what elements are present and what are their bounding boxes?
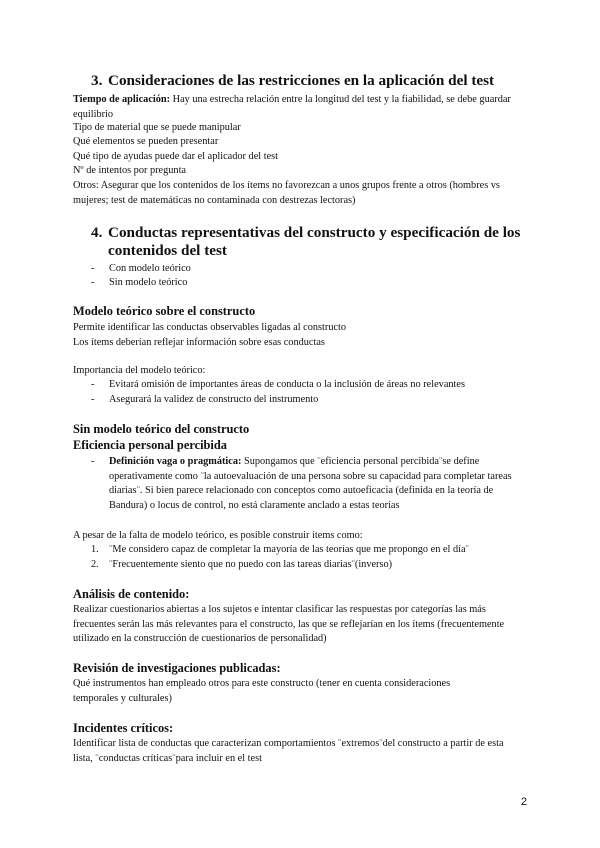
section-4-number: 4. bbox=[91, 224, 103, 241]
modelo-line-1: Permite identificar las conductas observables ligadas al constructo bbox=[73, 322, 347, 333]
definicion-label: Definición vaga o pragmática: bbox=[109, 456, 242, 467]
restriction-line-4: Nº de intentos por pregunta bbox=[73, 165, 186, 176]
section-3-heading bbox=[91, 72, 494, 90]
modelo-teorico-heading: Modelo teórico sobre el constructo bbox=[73, 304, 256, 318]
incidentes-paragraph: Identificar lista de conductas que caracterizan comportamientos ¨extremos¨del constructo a partir de esta lista, ¨conductas críticas¨para incluir en el test bbox=[73, 738, 504, 764]
analisis-heading: Análisis de contenido: bbox=[73, 587, 190, 601]
incidentes-heading: Incidentes críticos: bbox=[73, 721, 174, 735]
tiempo-aplicacion-text: Hay una estrecha relación entre la longitud del test y la fiabilidad, se debe guardar equilibrio bbox=[73, 94, 511, 120]
eficiencia-subheading: Eficiencia personal percibida bbox=[73, 438, 227, 452]
sin-modelo-heading: Sin modelo teórico del constructo bbox=[73, 422, 250, 436]
document-page: 3. Consideraciones de las restricciones en la aplicación del test Tiempo de aplicación: Hay una estrecha relación entre la longitud del test y la fiabilidad, se debe guardar equilibrio Tipo de material que se puede manipular Qué elementos se pueden presentar Qué tipo de ayudas puede dar el aplicador del test Nº de intentos por pregunta Otros: Asegurar que los contenidos de los ítems no favorezcan a unos grupos frente a otros (hombres vs mujeres; test de matemáticas no contaminada con destrezas lectoras) 4. Conductas representativas del constructo y especificación de los contenidos del test - Con modelo teórico - Sin modelo teórico Modelo teórico sobre el constructo Permite identificar las conductas observables ligadas al constructo Los ítems deberían reflejar información sobre esas conductas Importancia del modelo teórico: - Evitará omisión de importantes áreas de conducta o la inclusión de áreas no relevantes - Asegurará la validez de constructo del instrumento Sin modelo teórico del constructo Eficiencia personal percibida - Definición vaga o pragmática: Supongamos que ¨eficiencia personal percibida¨se define operativamente como ¨la autoevaluación de una persona sobre su capacidad para completar tareas diarias¨. Si bien parece relacionado con conceptos como autoeficacia (definida en la teoría de Bandura) o locus de control, no está claramente anclado a estas teorías A pesar de la falta de modelo teórico, es posible construir ítems como: 1. ¨Me considero capaz de completar la mayoría de las teorías que me propongo en el día¨ 2. ¨Frecuentemente siento que no puedo con las tareas diarias¨(inverso) Análisis de contenido: Realizar cuestionarios abiertas a los sujetos e intentar clasificar las respuestas por categorías las más frecuentes serán las más relevantes para el constructo, las que se reflejarían en los ítems (frecuentemente utilizado en la construcción de cuestionarios de personalidad) Revisión de investigaciones publicadas: Qué instrumentos han empleado otros para este constructo (tener en cuenta consideraciones temporales y culturales) Incidentes críticos: Identificar lista de conductas que caracterizan comportamientos ¨extremos¨del constructo a partir de esta lista, ¨conductas críticas¨para incluir en el test 2 bbox=[73, 72, 527, 808]
importancia-label: Importancia del modelo teórico: bbox=[73, 365, 206, 376]
section-4-title-line-1: Conductas representativas del constructo y especificación de los bbox=[108, 224, 521, 241]
otros-paragraph: Otros: Asegurar que los contenidos de los ítems no favorezcan a unos grupos frente a otros (hombres vs mujeres; test de matemáticas no contaminada con destrezas lectoras) bbox=[73, 180, 500, 206]
section-4-title-line-2: contenidos del test bbox=[108, 242, 227, 259]
definicion-text: Supongamos que ¨eficiencia personal percibida¨se define operativamente como ¨la autoevaluación de una persona sobre su capacidad para completar tareas diarias¨. Si bien parece relacionado con conceptos como autoeficacia (definida en la teoría de Bandura) o locus de control, no está claramente anclado a estas teorías bbox=[109, 456, 512, 511]
apesar-line: A pesar de la falta de modelo teórico, es posible construir ítems como: bbox=[73, 530, 363, 541]
restriction-line-1: Tipo de material que se puede manipular bbox=[73, 122, 241, 133]
revision-heading: Revisión de investigaciones publicadas: bbox=[73, 661, 281, 675]
modelo-line-2: Los ítems deberían reflejar información sobre esas conductas bbox=[73, 337, 325, 348]
tiempo-aplicacion-paragraph bbox=[73, 93, 523, 122]
definicion-paragraph bbox=[109, 455, 527, 513]
section-3-title: Consideraciones de las restricciones en la aplicación del test bbox=[108, 72, 495, 89]
analisis-paragraph: Realizar cuestionarios abiertas a los sujetos e intentar clasificar las respuestas por categorías las más frecuentes serán las más relevantes para el constructo, las que se reflejarían en los ítems (frecuentemente utilizado en la construcción de cuestionarios de personalidad) bbox=[73, 604, 505, 644]
revision-paragraph: Qué instrumentos han empleado otros para este constructo (tener en cuenta consideraciones temporales y culturales) bbox=[73, 678, 451, 704]
section-3-number: 3. bbox=[91, 72, 103, 89]
tiempo-aplicacion-label: Tiempo de aplicación: bbox=[73, 94, 171, 105]
page-number: 2 bbox=[520, 796, 527, 808]
restriction-line-3: Qué tipo de ayudas puede dar el aplicador del test bbox=[73, 151, 279, 162]
restriction-line-2: Qué elementos se pueden presentar bbox=[73, 136, 219, 147]
section-4-heading bbox=[91, 224, 521, 260]
